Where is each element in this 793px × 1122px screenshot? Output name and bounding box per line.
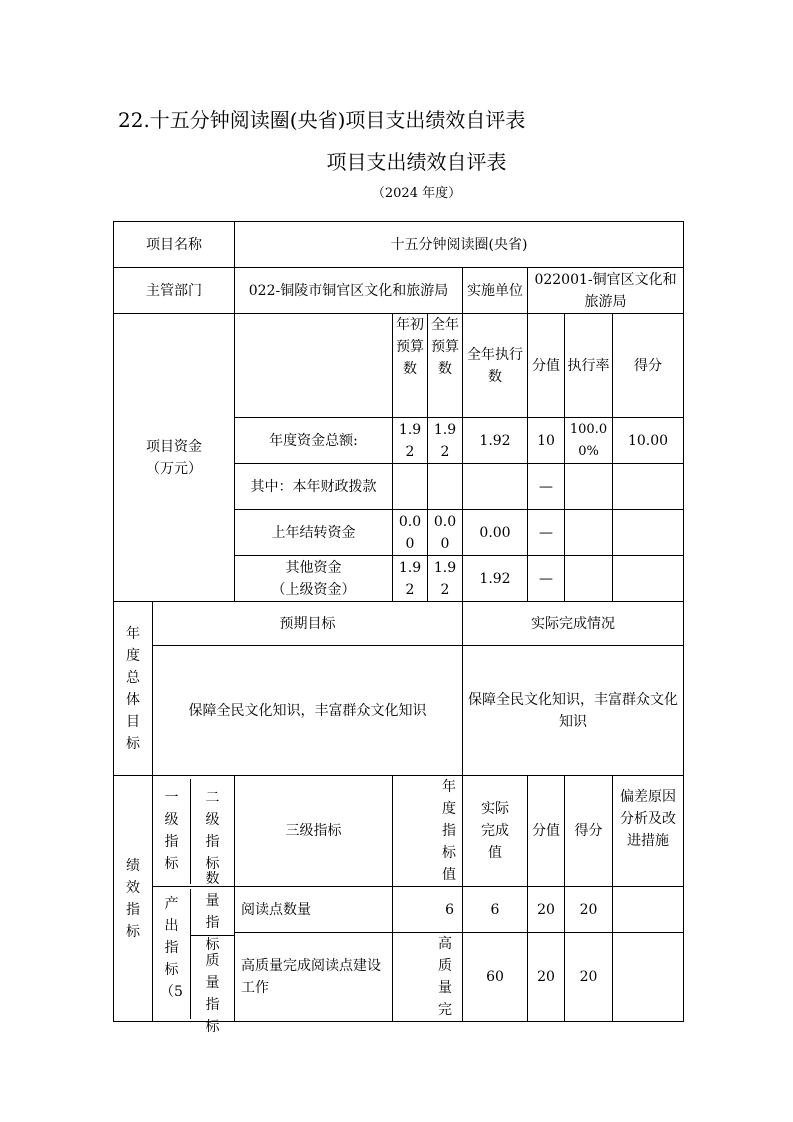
indicator-score-header: 得分: [565, 776, 613, 887]
indicator-score-value-header: 分值: [528, 776, 565, 887]
actual-value: 6: [463, 887, 528, 933]
execution-rate-value: [565, 464, 613, 510]
execution-rate-value: [565, 510, 613, 556]
department-label: 主管部门: [114, 268, 235, 314]
annual-value-header-cell: [393, 776, 463, 887]
score-value-header: 分值: [528, 314, 565, 418]
goals-header-row: [114, 602, 684, 646]
annual-indicator-value: 6: [393, 887, 463, 933]
initial-budget-header: 年初预算数: [393, 314, 428, 418]
implementing-unit-label: 实施单位: [463, 268, 528, 314]
executed-value: 1.92: [463, 556, 528, 602]
initial-budget-value: 1.92: [393, 418, 428, 464]
score-header: 得分: [613, 314, 684, 418]
indicator-score-value: 20: [528, 887, 565, 933]
funds-header-row: [114, 314, 684, 418]
score-value-earned: [613, 556, 684, 602]
level1-level2-cell: [153, 871, 235, 1035]
department-row: [114, 268, 684, 314]
annual-indicator-value-cell: [393, 933, 463, 1022]
score-value: —: [528, 510, 565, 556]
initial-budget-value: 1.92: [393, 556, 428, 602]
level2-indicator-quantity: 数量指标: [191, 889, 234, 936]
level3-indicator-header: 三级指标: [235, 776, 393, 887]
indicator-score: 20: [565, 933, 613, 1022]
execution-rate-value: 100.00%: [565, 418, 613, 464]
expected-goal-text: 保障全民文化知识，丰富群众文化知识: [153, 646, 463, 776]
annual-goals-label: 年度总体目标: [114, 602, 153, 776]
indicator-score: 20: [565, 887, 613, 933]
actual-value-header: 实际完成值: [463, 776, 528, 887]
annual-budget-value: 1.92: [428, 418, 463, 464]
initial-budget-value: [393, 464, 428, 510]
score-value-earned: 10.00: [613, 418, 684, 464]
actual-value: 60: [463, 933, 528, 1022]
table-title: 项目支出绩效自评表: [326, 150, 507, 174]
output-indicator-label: 产出指标（5: [153, 889, 191, 1019]
level3-indicator: 高质量完成阅读点建设工作: [235, 933, 393, 1022]
funds-label-main: 项目资金: [146, 438, 202, 455]
funds-row-label: [235, 556, 393, 602]
level2-indicator-header: 二级指标: [205, 790, 220, 872]
actual-completion-header: 实际完成情况: [463, 602, 684, 646]
executed-value: 1.92: [463, 418, 528, 464]
score-value-earned: [613, 510, 684, 556]
score-value-earned: [613, 464, 684, 510]
project-name-row: [114, 222, 684, 268]
department-value: 022-铜陵市铜官区文化和旅游局: [235, 268, 463, 314]
table-year: （2024 年度）: [371, 186, 462, 201]
annual-budget-header: 全年预算数: [428, 314, 463, 418]
annual-budget-value: [428, 464, 463, 510]
funds-row-label: 上年结转资金: [235, 510, 393, 556]
executed-value: [463, 464, 528, 510]
annual-indicator-value: 高质量完: [438, 936, 452, 1018]
indicator-score-value: 20: [528, 933, 565, 1022]
deviation-analysis-header: 偏差原因分析及改进措施: [613, 776, 684, 887]
deviation-analysis: [613, 933, 684, 1022]
funds-row-label: 年度资金总额:: [235, 418, 393, 464]
score-value: 10: [528, 418, 565, 464]
execution-rate-header: 执行率: [565, 314, 613, 418]
annual-indicator-value-header: 年度指标值: [442, 779, 456, 883]
funds-row-label-line1: 其他资金: [285, 559, 342, 576]
project-name-value: 十五分钟阅读圈(央省): [235, 222, 684, 268]
initial-budget-value: 0.00: [393, 510, 428, 556]
level3-indicator: 阅读点数量: [235, 887, 393, 933]
actual-completion-text: 保障全民文化知识，丰富群众文化知识: [463, 646, 684, 776]
funds-row-label-line2: （上级资金）: [271, 581, 356, 598]
funds-row-label: 其中：本年财政拨款: [235, 464, 393, 510]
indicator-row-quantity: [114, 887, 684, 933]
implementing-unit-value: 022001-铜官区文化和旅游局: [528, 268, 684, 314]
annual-budget-value: 0.00: [428, 510, 463, 556]
annual-budget-value: 1.92: [428, 556, 463, 602]
level2-indicator-quality: 质量指标: [205, 953, 220, 1035]
funds-label: [114, 314, 235, 602]
goals-content-row: [114, 646, 684, 776]
evaluation-table: [113, 221, 684, 1035]
deviation-analysis: [613, 887, 684, 933]
document-heading: 22.十五分钟阅读圈(央省)项目支出绩效自评表: [118, 108, 526, 132]
executed-value: 0.00: [463, 510, 528, 556]
score-value: —: [528, 464, 565, 510]
funds-header-blank: [235, 314, 393, 418]
executed-header: 全年执行数: [463, 314, 528, 418]
execution-rate-value: [565, 556, 613, 602]
score-value: —: [528, 556, 565, 602]
project-name-label: 项目名称: [114, 222, 235, 268]
expected-goal-header: 预期目标: [153, 602, 463, 646]
performance-indicators-label: 绩效指标: [114, 776, 153, 1022]
funds-label-unit: （万元）: [146, 460, 202, 477]
level1-indicator-header: 一级指标: [153, 779, 191, 884]
